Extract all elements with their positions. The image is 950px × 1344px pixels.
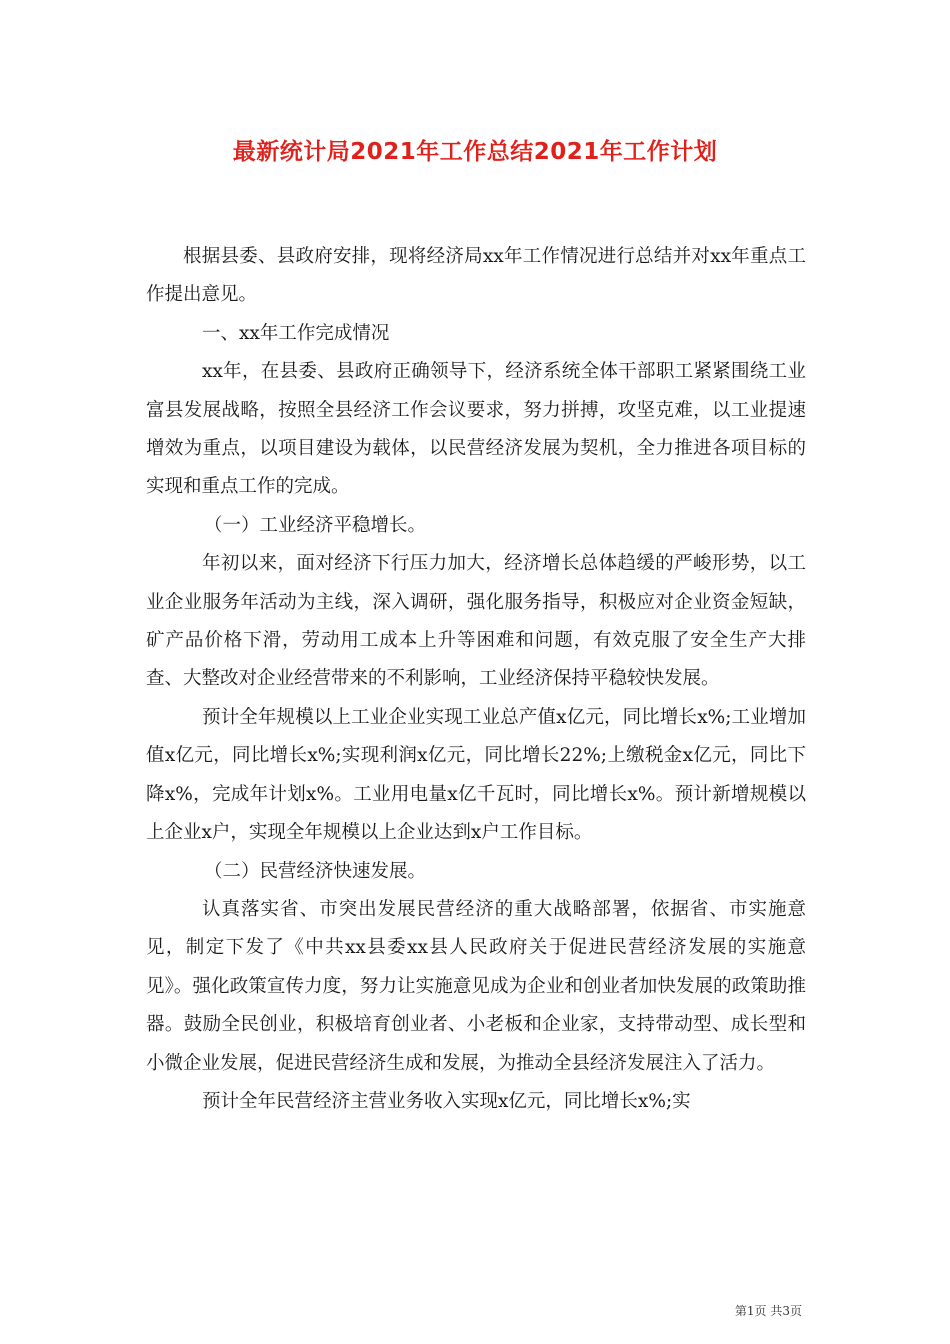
document-body <box>146 238 806 1121</box>
paragraph-industry: 年初以来，面对经济下行压力加大，经济增长总体趋缓的严峻形势，以工业企业服务年活动为主线，深入调研，强化服务指导，积极应对企业资金短缺，矿产品价格下滑，劳动用工成本上升等困难和问题，有效克服了安全生产大排查、大整改对企业经营带来的不利影响，工业经济保持平稳较快发展。 <box>146 553 806 690</box>
paragraph-overview: xx年，在县委、县政府正确领导下，经济系统全体干部职工紧紧围绕工业富县发展战略，按照全县经济工作会议要求，努力拼搏，攻坚克难，以工业提速增效为重点，以项目建设为载体，以民营经济发展为契机，全力推进各项目标的实现和重点工作的完成。 <box>146 361 806 498</box>
subsection-heading-2: （二）民营经济快速发展。 <box>204 860 427 882</box>
paragraph-private-stats: 预计全年民营经济主营业务收入实现x亿元，同比增长x%;实 <box>202 1090 691 1112</box>
page-number: 第1页 共3页 <box>734 1304 802 1318</box>
paragraph-intro: 根据县委、县政府安排，现将经济局xx年工作情况进行总结并对xx年重点工作提出意见。 <box>146 246 806 306</box>
subsection-heading-1: （一）工业经济平稳增长。 <box>204 514 427 536</box>
paragraph-industry-stats: 预计全年规模以上工业企业实现工业总产值x亿元，同比增长x%;工业增加值x亿元，同比增长x%;实现利润x亿元，同比增长22%;上缴税金x亿元，同比下降x%，完成年计划x%。工业用电量x亿千瓦时，同比增长x%。预计新增规模以上企业x户，实现全年规模以上企业达到x户工作目标。 <box>146 706 806 844</box>
paragraph-private-economy: 认真落实省、市突出发展民营经济的重大战略部署，依据省、市实施意见，制定下发了《中共xx县委xx县人民政府关于促进民营经济发展的实施意见》。强化政策宣传力度，努力让实施意见成为企业和创业者加快发展的政策助推器。鼓励全民创业，积极培育创业者、小老板和企业家，支持带动型、成长型和小微企业发展，促进民营经济生成和发展，为推动全县经济发展注入了活力。 <box>146 898 806 1074</box>
section-heading-1: 一、xx年工作完成情况 <box>202 322 390 344</box>
document-title: 最新统计局2021年工作总结2021年工作计划 <box>232 139 718 165</box>
